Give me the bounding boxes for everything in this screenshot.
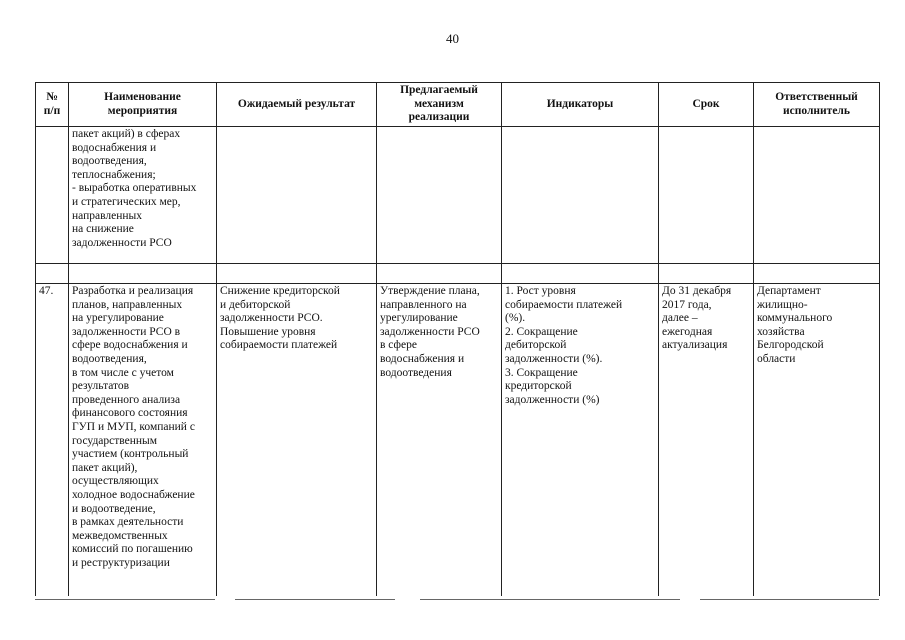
table-row — [36, 284, 880, 597]
header-deadline: Срок — [659, 83, 754, 127]
cell-number: 47. — [36, 284, 69, 597]
table-spacer-row — [36, 264, 880, 284]
cell-deadline: До 31 декабря 2017 года, далее – ежегодная актуализация — [659, 284, 754, 597]
cell-result — [217, 127, 377, 264]
bottom-divider — [235, 599, 395, 600]
header-responsible: Ответственный исполнитель — [754, 83, 880, 127]
table-header-row — [36, 83, 880, 127]
cell-mechanism: Утверждение плана, направленного на урегулирование задолженности РСО в сфере водоснабжения и водоотведения — [377, 284, 502, 597]
header-indicators: Индикаторы — [502, 83, 659, 127]
page-number: 40 — [446, 31, 459, 46]
cell-indicators: 1. Рост уровня собираемости платежей (%). 2. Сокращение дебиторской задолженности (%). 3. Сокращение кредиторской задолженности (%) — [502, 284, 659, 597]
spacer-cell — [754, 264, 880, 284]
spacer-cell — [377, 264, 502, 284]
header-activity: Наименование мероприятия — [69, 83, 217, 127]
cell-responsible — [754, 127, 880, 264]
cell-deadline — [659, 127, 754, 264]
cell-activity: Разработка и реализация планов, направленных на урегулирование задолженности РСО в сфере водоснабжения и водоотведения, в том числе с учетом результатов проведенного анализа финансового состояния ГУП и МУП, компаний с государственным участием (контрольный пакет акций), осуществляющих холодное водоснабжение и водоотведение, в рамках деятельности межведомственных комиссий по погашению и реструктуризации — [69, 284, 217, 597]
cell-activity: пакет акций) в сферах водоснабжения и водоотведения, теплоснабжения; - выработка оперативных и стратегических мер, направленных на снижение задолженности РСО — [69, 127, 217, 264]
bottom-divider — [700, 599, 879, 600]
header-number: № п/п — [36, 83, 69, 127]
table-row — [36, 127, 880, 264]
measures-table — [35, 82, 880, 596]
spacer-cell — [217, 264, 377, 284]
cell-number — [36, 127, 69, 264]
spacer-cell — [36, 264, 69, 284]
cell-indicators — [502, 127, 659, 264]
header-mechanism: Предлагаемый механизм реализации — [377, 83, 502, 127]
spacer-cell — [502, 264, 659, 284]
header-result: Ожидаемый результат — [217, 83, 377, 127]
bottom-divider — [35, 599, 215, 600]
cell-responsible: Департамент жилищно- коммунального хозяйства Белгородской области — [754, 284, 880, 597]
spacer-cell — [69, 264, 217, 284]
spacer-cell — [659, 264, 754, 284]
cell-mechanism — [377, 127, 502, 264]
cell-result: Снижение кредиторской и дебиторской задолженности РСО. Повышение уровня собираемости платежей — [217, 284, 377, 597]
bottom-divider — [420, 599, 680, 600]
